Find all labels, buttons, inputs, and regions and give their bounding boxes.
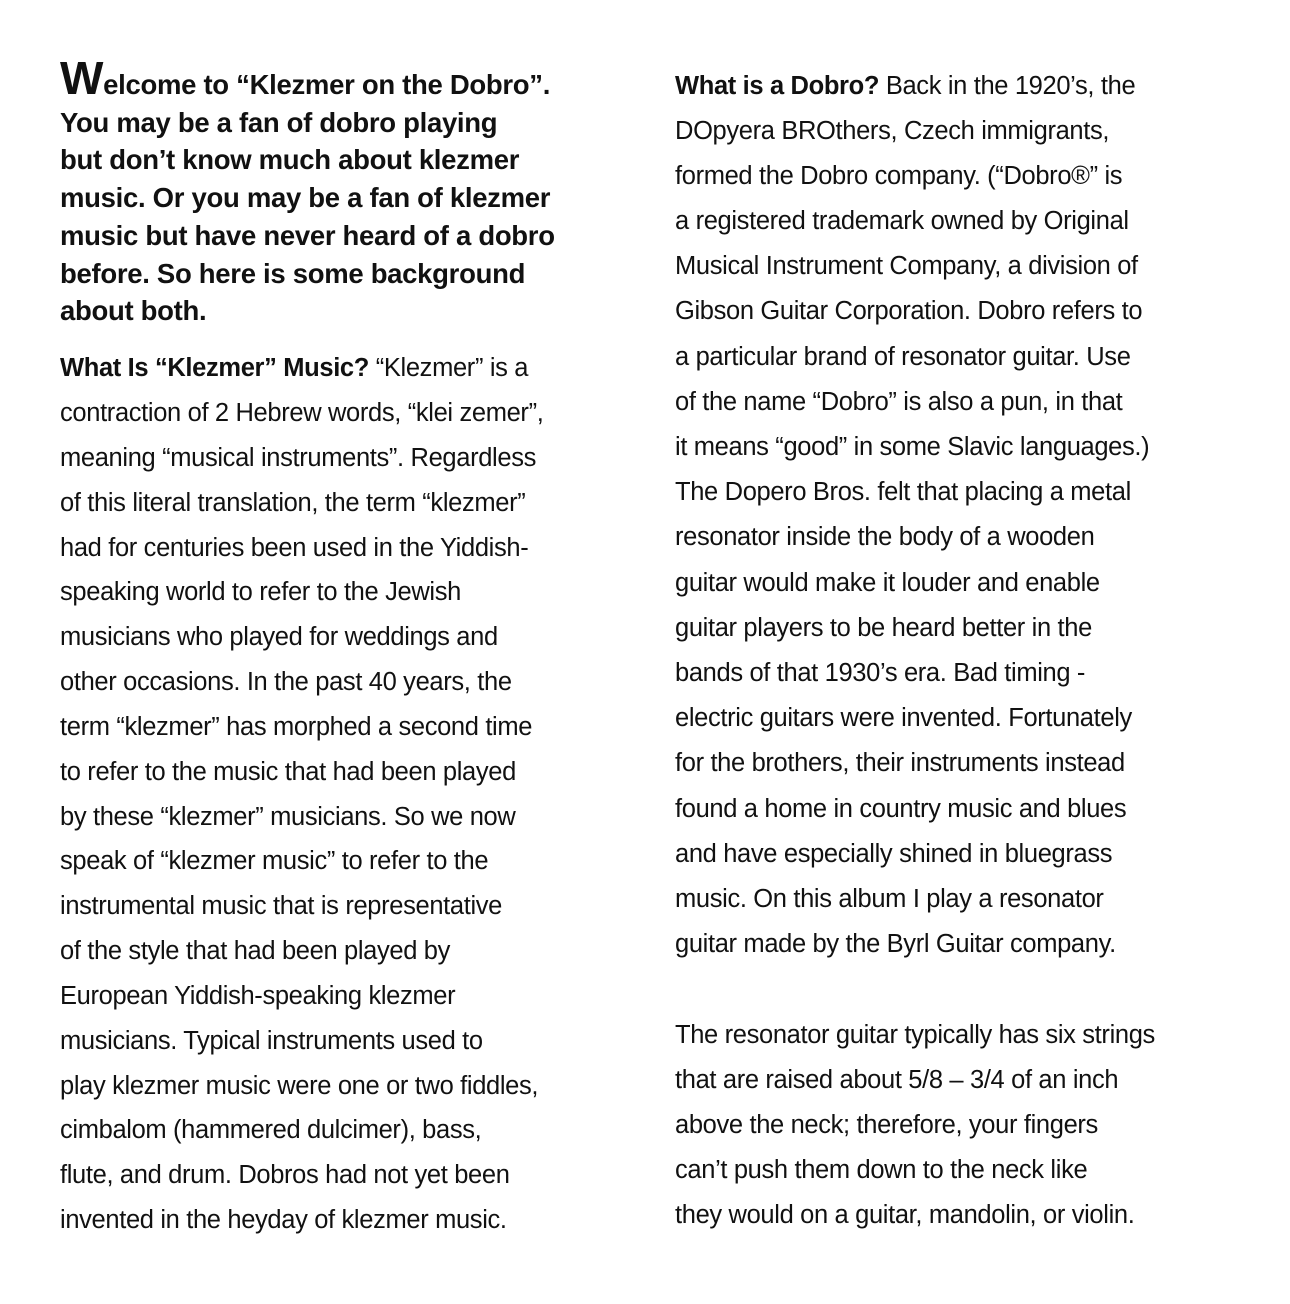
text-span: Back in the 1920’s, the	[879, 72, 1136, 100]
text-line: that are raised about 5/8 – 3/4 of an inch	[675, 1066, 1119, 1094]
intro-line: elcome to “Klezmer on the Dobro”.	[103, 69, 551, 100]
text-line: for the brothers, their instruments instead	[675, 749, 1125, 777]
text-line: meaning “musical instruments”. Regardless	[60, 444, 537, 472]
text-line	[675, 72, 1135, 101]
text-line: a particular brand of resonator guitar. Use	[675, 343, 1131, 371]
text-line: to refer to the music that had been played	[60, 758, 516, 786]
text-line: guitar made by the Byrl Guitar company.	[675, 930, 1116, 958]
text-line: cimbalom (hammered dulcimer), bass,	[60, 1116, 482, 1144]
text-line: of the name “Dobro” is also a pun, in that	[675, 388, 1123, 416]
section-heading: What is a Dobro?	[675, 72, 880, 100]
text-line: play klezmer music were one or two fiddles,	[60, 1072, 539, 1100]
text-line: a registered trademark owned by Original	[675, 207, 1129, 235]
intro-line: You may be a fan of dobro playing	[60, 106, 498, 138]
text-line: above the neck; therefore, your fingers	[675, 1111, 1098, 1139]
text-span: “Klezmer” is a	[369, 354, 529, 382]
text-line: invented in the heyday of klezmer music.	[60, 1206, 507, 1234]
intro-line: but don’t know much about klezmer	[60, 144, 520, 176]
text-line: electric guitars were invented. Fortunately	[675, 704, 1132, 732]
text-line: musicians. Typical instruments used to	[60, 1027, 483, 1055]
text-line: by these “klezmer” musicians. So we now	[60, 803, 516, 831]
text-line: flute, and drum. Dobros had not yet been	[60, 1161, 510, 1189]
text-line: and have especially shined in bluegrass	[675, 840, 1113, 868]
text-line: formed the Dobro company. (“Dobro®” is	[675, 162, 1123, 190]
intro-line: before. So here is some background	[60, 257, 526, 289]
text-line: speak of “klezmer music” to refer to the	[60, 847, 489, 875]
text-line: Gibson Guitar Corporation. Dobro refers to	[675, 297, 1143, 325]
intro-line: about both.	[60, 295, 207, 327]
text-line: had for centuries been used in the Yiddish-	[60, 534, 529, 562]
text-line: DOpyera BROthers, Czech immigrants,	[675, 117, 1110, 145]
text-line: guitar would make it louder and enable	[675, 569, 1100, 597]
text-line: guitar players to be heard better in the	[675, 614, 1092, 642]
intro-line: music. Or you may be a fan of klezmer	[60, 182, 551, 214]
text-line: instrumental music that is representative	[60, 892, 503, 920]
text-line: The Dopero Bros. felt that placing a metal	[675, 478, 1131, 506]
text-line: other occasions. In the past 40 years, the	[60, 668, 512, 696]
intro-line: music but have never heard of a dobro	[60, 219, 555, 251]
text-line	[60, 354, 528, 383]
text-line: contraction of 2 Hebrew words, “klei zemer”,	[60, 399, 544, 427]
section-heading: What Is “Klezmer” Music?	[60, 354, 369, 382]
text-line: of the style that had been played by	[60, 937, 451, 965]
text-line: term “klezmer” has morphed a second time	[60, 713, 533, 741]
text-line: found a home in country music and blues	[675, 795, 1127, 823]
text-line: of this literal translation, the term “klezmer”	[60, 489, 526, 517]
text-line: music. On this album I play a resonator	[675, 885, 1104, 913]
text-line: speaking world to refer to the Jewish	[60, 578, 461, 606]
drop-cap: W	[60, 52, 104, 104]
text-line: Musical Instrument Company, a division of	[675, 252, 1138, 280]
text-line: it means “good” in some Slavic languages.)	[675, 433, 1150, 461]
intro-paragraph	[60, 52, 620, 330]
text-line: they would on a guitar, mandolin, or violin.	[675, 1201, 1135, 1229]
text-line: resonator inside the body of a wooden	[675, 523, 1095, 551]
text-line: The resonator guitar typically has six strings	[675, 1021, 1155, 1049]
text-line: musicians who played for weddings and	[60, 623, 498, 651]
text-line: bands of that 1930’s era. Bad timing -	[675, 659, 1086, 687]
text-line: European Yiddish-speaking klezmer	[60, 982, 456, 1010]
text-line: can’t push them down to the neck like	[675, 1156, 1088, 1184]
